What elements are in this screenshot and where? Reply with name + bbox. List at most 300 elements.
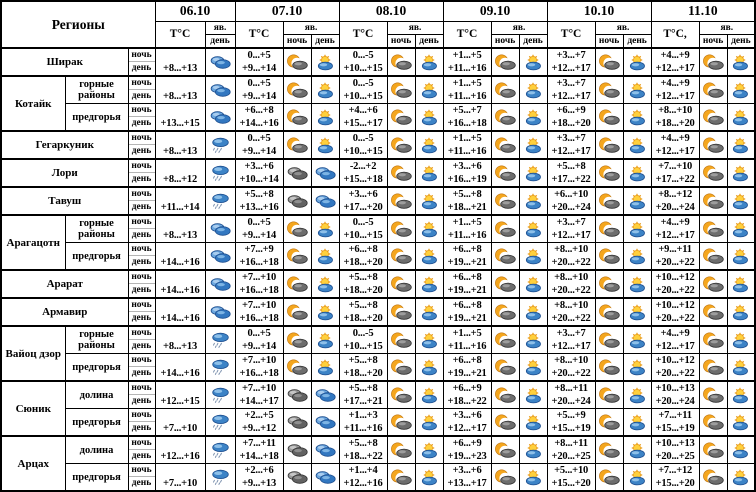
temp-range xyxy=(155,354,205,382)
temp-range xyxy=(339,409,387,437)
sun-with-cloud-icon xyxy=(522,137,545,154)
night-temp: +3...+7 xyxy=(556,217,586,228)
weather-cell xyxy=(595,464,623,492)
night-label: ночь xyxy=(129,271,155,284)
day-label: день xyxy=(131,257,152,267)
phenomena-header: яв. xyxy=(205,21,235,34)
table-row xyxy=(1,104,755,132)
region-name: Арарат xyxy=(1,270,128,298)
day-temp: +7...+10 xyxy=(163,478,198,489)
night-temp: +3...+7 xyxy=(556,78,586,89)
weather-cell xyxy=(387,354,415,382)
day-temp: +15...+19 xyxy=(551,423,591,434)
sun-with-cloud-icon xyxy=(522,387,545,404)
day-temp: +17...+20 xyxy=(343,202,383,213)
sun-with-cloud-icon xyxy=(729,54,752,71)
day-temp: +19...+21 xyxy=(447,285,487,296)
table-row xyxy=(1,354,755,382)
moon-with-cloud-icon xyxy=(598,469,621,486)
day-temp: +9...+14 xyxy=(242,91,277,102)
night-temp: +1...+5 xyxy=(452,217,482,228)
weather-cell xyxy=(205,131,235,159)
day-temp: +13...+15 xyxy=(160,118,200,129)
temp-range xyxy=(651,298,699,326)
night-temp: +5...+8 xyxy=(348,355,378,366)
blue-clouds-icon xyxy=(314,165,337,182)
moon-with-cloud-icon xyxy=(598,82,621,99)
day-temp: +15...+20 xyxy=(655,478,695,489)
moon-with-cloud-icon xyxy=(702,332,725,349)
temp-range xyxy=(155,381,205,409)
weather-cell xyxy=(491,131,519,159)
day-temp: +14...+16 xyxy=(160,368,200,379)
weather-cell xyxy=(283,243,311,271)
weather-cell xyxy=(699,436,727,464)
sun-with-cloud-icon xyxy=(626,137,649,154)
blue-clouds-icon xyxy=(314,414,337,431)
night-temp: +3...+7 xyxy=(556,328,586,339)
weather-cell xyxy=(415,243,443,271)
weather-cell xyxy=(519,464,547,492)
night-temp xyxy=(156,437,205,450)
weather-cell xyxy=(283,409,311,437)
moon-with-cloud-icon xyxy=(702,387,725,404)
day-label: день xyxy=(131,118,152,128)
night-day-labels xyxy=(128,187,155,215)
day-temp: +15...+20 xyxy=(551,478,591,489)
day-temp: +14...+16 xyxy=(160,285,200,296)
temp-range xyxy=(651,243,699,271)
sun-with-cloud-icon xyxy=(729,276,752,293)
temp-range xyxy=(339,187,387,215)
temp-range xyxy=(339,243,387,271)
moon-with-cloud-icon xyxy=(286,221,309,238)
moon-with-cloud-icon xyxy=(286,248,309,265)
temp-range xyxy=(651,215,699,243)
night-temp: +5...+8 xyxy=(452,189,482,200)
day-temp: +9...+12 xyxy=(242,423,277,434)
date-header: 08.10 xyxy=(339,1,443,21)
temp-range xyxy=(443,76,491,104)
night-temp: +7...+10 xyxy=(242,272,277,283)
night-temp: +2...+6 xyxy=(244,465,274,476)
weather-cell xyxy=(519,381,547,409)
moon-with-cloud-icon xyxy=(390,248,413,265)
sun-with-cloud-icon xyxy=(418,387,441,404)
day-label: день xyxy=(131,230,152,240)
weather-cell xyxy=(311,76,339,104)
date-header: 07.10 xyxy=(235,1,339,21)
temp-range xyxy=(235,464,283,492)
subregion-name: предгорья xyxy=(65,243,128,271)
weather-cell xyxy=(415,76,443,104)
day-temp: +18...+20 xyxy=(343,313,383,324)
weather-cell xyxy=(283,381,311,409)
moon-with-cloud-icon xyxy=(494,109,517,126)
temp-range xyxy=(235,243,283,271)
night-day-labels xyxy=(128,159,155,187)
weather-cell xyxy=(387,48,415,76)
weather-cell xyxy=(491,354,519,382)
sun-with-cloud-icon xyxy=(626,442,649,459)
night-temp: +10...+12 xyxy=(655,300,695,311)
sun-with-cloud-icon xyxy=(522,469,545,486)
sun-with-cloud-icon xyxy=(418,82,441,99)
day-temp: +9...+14 xyxy=(242,63,277,74)
blue-clouds-icon xyxy=(209,82,232,99)
date-header: 09.10 xyxy=(443,1,547,21)
moon-with-cloud-icon xyxy=(390,54,413,71)
weather-cell xyxy=(727,409,755,437)
temp-range xyxy=(339,436,387,464)
night-label: ночь xyxy=(129,160,155,173)
sun-with-cloud-icon xyxy=(626,82,649,99)
night-temp: +5...+8 xyxy=(348,383,378,394)
weather-cell xyxy=(595,76,623,104)
sun-with-cloud-icon xyxy=(314,221,337,238)
temp-range xyxy=(651,76,699,104)
moon-with-cloud-icon xyxy=(390,414,413,431)
region-name: Ширак xyxy=(1,48,128,76)
day-temp: +14...+16 xyxy=(160,257,200,268)
temp-header: Т°С xyxy=(443,21,491,48)
weather-cell xyxy=(491,104,519,132)
day-temp: +18...+22 xyxy=(343,451,383,462)
night-day-labels xyxy=(128,131,155,159)
subregion-name: предгорья xyxy=(65,464,128,492)
moon-with-cloud-icon xyxy=(494,221,517,238)
sun-with-cloud-icon xyxy=(729,165,752,182)
rain-cloud-icon xyxy=(209,359,232,376)
temp-range xyxy=(443,215,491,243)
night-label: ночь xyxy=(129,464,155,477)
temp-range xyxy=(547,48,595,76)
moon-with-cloud-icon xyxy=(702,442,725,459)
sun-with-cloud-icon xyxy=(314,332,337,349)
day-label: день xyxy=(131,341,152,351)
moon-with-cloud-icon xyxy=(598,54,621,71)
blue-clouds-icon xyxy=(209,304,232,321)
day-label: день xyxy=(131,368,152,378)
weather-cell xyxy=(699,464,727,492)
moon-with-cloud-icon xyxy=(390,109,413,126)
temp-range xyxy=(155,243,205,271)
night-temp: +5...+10 xyxy=(554,465,589,476)
temp-range xyxy=(651,381,699,409)
night-temp: +10...+13 xyxy=(655,438,695,449)
date-header: 11.10 xyxy=(651,1,755,21)
sun-with-cloud-icon xyxy=(522,109,545,126)
night-temp xyxy=(156,382,205,395)
night-label: ночь xyxy=(129,437,155,450)
day-temp: +18...+20 xyxy=(343,257,383,268)
temp-range xyxy=(547,381,595,409)
night-day-labels xyxy=(128,215,155,243)
moon-with-cloud-icon xyxy=(390,82,413,99)
weather-cell xyxy=(311,243,339,271)
weather-cell xyxy=(519,409,547,437)
night-day-labels xyxy=(128,270,155,298)
temp-range xyxy=(339,131,387,159)
day-temp: +14...+16 xyxy=(160,313,200,324)
weather-cell xyxy=(415,215,443,243)
day-temp: +18...+20 xyxy=(551,118,591,129)
weather-cell xyxy=(311,436,339,464)
rain-cloud-icon xyxy=(209,193,232,210)
temp-range xyxy=(651,48,699,76)
weather-cell xyxy=(311,381,339,409)
temp-range xyxy=(651,464,699,492)
weather-cell xyxy=(623,464,651,492)
night-label: ночь xyxy=(129,132,155,145)
night-temp xyxy=(156,104,205,117)
weather-cell xyxy=(699,298,727,326)
weather-cell xyxy=(727,187,755,215)
night-day-labels xyxy=(128,464,155,492)
weather-cell xyxy=(311,409,339,437)
blue-clouds-icon xyxy=(314,387,337,404)
sun-with-cloud-icon xyxy=(626,221,649,238)
day-temp: +10...+14 xyxy=(239,174,279,185)
weather-cell xyxy=(283,436,311,464)
weather-cell xyxy=(727,436,755,464)
night-temp: +1...+3 xyxy=(348,410,378,421)
rain-cloud-icon xyxy=(209,165,232,182)
table-row xyxy=(1,298,755,326)
night-temp: +5...+8 xyxy=(244,189,274,200)
weather-cell xyxy=(491,409,519,437)
region-name: Арагацотн xyxy=(1,215,65,270)
temp-range xyxy=(235,354,283,382)
weather-cell xyxy=(519,215,547,243)
day-temp: +13...+16 xyxy=(239,202,279,213)
table-row xyxy=(1,159,755,187)
moon-with-cloud-icon xyxy=(286,137,309,154)
night-temp: +1...+5 xyxy=(452,78,482,89)
moon-with-cloud-icon xyxy=(598,442,621,459)
weather-cell xyxy=(205,215,235,243)
temp-range xyxy=(651,354,699,382)
weather-cell xyxy=(283,104,311,132)
sun-with-cloud-icon xyxy=(729,332,752,349)
night-temp xyxy=(156,216,205,229)
weather-cell xyxy=(595,381,623,409)
night-header: ночь xyxy=(699,34,727,48)
temp-header: Т°С xyxy=(547,21,595,48)
weather-cell xyxy=(491,243,519,271)
weather-cell xyxy=(205,187,235,215)
temp-range xyxy=(651,409,699,437)
night-temp: +7...+10 xyxy=(242,355,277,366)
weather-cell xyxy=(727,76,755,104)
weather-cell xyxy=(415,159,443,187)
table-row xyxy=(1,243,755,271)
temp-range xyxy=(235,270,283,298)
night-day-labels xyxy=(128,298,155,326)
day-temp: +12...+17 xyxy=(655,341,695,352)
temp-range xyxy=(443,243,491,271)
weather-cell xyxy=(415,131,443,159)
weather-cell xyxy=(519,326,547,354)
weather-cell xyxy=(311,48,339,76)
dark-clouds-icon xyxy=(286,442,309,459)
moon-with-cloud-icon xyxy=(494,276,517,293)
night-temp: +7...+11 xyxy=(242,438,276,449)
weather-cell xyxy=(699,215,727,243)
moon-with-cloud-icon xyxy=(494,387,517,404)
phenomena-header: яв. xyxy=(595,21,651,34)
night-temp: +6...+8 xyxy=(452,355,482,366)
temp-range xyxy=(547,354,595,382)
night-temp: 0...+5 xyxy=(247,50,271,61)
day-temp: +16...+18 xyxy=(239,368,279,379)
night-temp: +1...+5 xyxy=(452,50,482,61)
table-row xyxy=(1,381,755,409)
night-temp: +1...+4 xyxy=(348,465,378,476)
table-row xyxy=(1,270,755,298)
night-temp: +7...+10 xyxy=(242,383,277,394)
sun-with-cloud-icon xyxy=(626,109,649,126)
blue-clouds-icon xyxy=(314,442,337,459)
weather-cell xyxy=(623,436,651,464)
weather-cell xyxy=(727,381,755,409)
temp-range xyxy=(235,187,283,215)
moon-with-cloud-icon xyxy=(598,304,621,321)
night-temp: +4...+6 xyxy=(348,105,378,116)
day-label: день xyxy=(131,63,152,73)
day-temp: +11...+16 xyxy=(447,63,487,74)
day-temp: +20...+22 xyxy=(551,257,591,268)
sun-with-cloud-icon xyxy=(418,193,441,210)
weather-cell xyxy=(387,243,415,271)
sun-with-cloud-icon xyxy=(626,54,649,71)
day-header: день xyxy=(415,34,443,48)
weather-cell xyxy=(623,381,651,409)
day-temp: +8...+13 xyxy=(163,91,198,102)
region-name: Арцах xyxy=(1,436,65,491)
day-temp: +20...+22 xyxy=(551,368,591,379)
night-temp: +6...+8 xyxy=(452,272,482,283)
weather-cell xyxy=(491,326,519,354)
sun-with-cloud-icon xyxy=(626,359,649,376)
weather-cell xyxy=(387,76,415,104)
temp-range xyxy=(443,436,491,464)
night-temp: +4...+9 xyxy=(660,133,690,144)
day-temp: +11...+16 xyxy=(447,230,487,241)
temp-range xyxy=(235,409,283,437)
weather-cell xyxy=(283,76,311,104)
day-temp: +9...+13 xyxy=(242,478,277,489)
day-temp: +20...+25 xyxy=(655,451,695,462)
sun-with-cloud-icon xyxy=(418,109,441,126)
day-temp: +18...+21 xyxy=(447,202,487,213)
weather-cell xyxy=(519,131,547,159)
sun-with-cloud-icon xyxy=(729,359,752,376)
weather-cell xyxy=(727,48,755,76)
weather-cell xyxy=(387,215,415,243)
weather-cell xyxy=(519,187,547,215)
blue-clouds-icon xyxy=(209,54,232,71)
weather-cell xyxy=(491,215,519,243)
moon-with-cloud-icon xyxy=(702,137,725,154)
weather-cell xyxy=(699,270,727,298)
night-header: ночь xyxy=(387,34,415,48)
weather-cell xyxy=(387,464,415,492)
temp-range xyxy=(235,104,283,132)
temp-range xyxy=(547,159,595,187)
day-label: день xyxy=(131,423,152,433)
day-temp: +11...+16 xyxy=(447,91,487,102)
temp-range xyxy=(547,187,595,215)
night-temp: +8...+12 xyxy=(658,189,693,200)
moon-with-cloud-icon xyxy=(702,276,725,293)
rain-cloud-icon xyxy=(209,442,232,459)
weather-cell xyxy=(623,243,651,271)
moon-with-cloud-icon xyxy=(702,469,725,486)
sun-with-cloud-icon xyxy=(729,137,752,154)
region-name: Гегаркуник xyxy=(1,131,128,159)
weather-cell xyxy=(699,354,727,382)
weather-cell xyxy=(519,436,547,464)
night-label: ночь xyxy=(129,382,155,395)
moon-with-cloud-icon xyxy=(494,248,517,265)
weather-cell xyxy=(519,76,547,104)
region-name: Сюник xyxy=(1,381,65,436)
sun-with-cloud-icon xyxy=(626,193,649,210)
weather-cell xyxy=(623,131,651,159)
night-temp: +3...+6 xyxy=(348,189,378,200)
night-temp xyxy=(156,409,205,422)
weather-cell xyxy=(595,354,623,382)
weather-cell xyxy=(491,381,519,409)
day-temp: +20...+22 xyxy=(655,285,695,296)
weather-cell xyxy=(699,48,727,76)
temp-range xyxy=(339,76,387,104)
night-temp: 0...+5 xyxy=(247,328,271,339)
temp-range xyxy=(155,159,205,187)
weather-cell xyxy=(311,104,339,132)
sun-with-cloud-icon xyxy=(522,248,545,265)
regions-header: Регионы xyxy=(1,1,155,48)
moon-with-cloud-icon xyxy=(598,221,621,238)
weather-cell xyxy=(387,131,415,159)
weather-cell xyxy=(699,159,727,187)
day-header: день xyxy=(205,34,235,48)
moon-with-cloud-icon xyxy=(702,193,725,210)
weather-cell xyxy=(387,381,415,409)
temp-range xyxy=(339,298,387,326)
temp-range xyxy=(235,298,283,326)
temp-range xyxy=(547,409,595,437)
weather-cell xyxy=(519,243,547,271)
night-temp: +3...+7 xyxy=(556,50,586,61)
temp-range xyxy=(443,270,491,298)
weather-cell xyxy=(623,298,651,326)
sun-with-cloud-icon xyxy=(729,414,752,431)
weather-cell xyxy=(727,354,755,382)
sun-with-cloud-icon xyxy=(729,248,752,265)
moon-with-cloud-icon xyxy=(286,332,309,349)
weather-cell xyxy=(283,298,311,326)
temp-range xyxy=(235,76,283,104)
day-header: день xyxy=(623,34,651,48)
moon-with-cloud-icon xyxy=(494,304,517,321)
day-temp: +20...+22 xyxy=(655,368,695,379)
day-temp: +18...+20 xyxy=(343,285,383,296)
moon-with-cloud-icon xyxy=(598,248,621,265)
day-temp: +15...+18 xyxy=(343,174,383,185)
temp-range xyxy=(235,326,283,354)
